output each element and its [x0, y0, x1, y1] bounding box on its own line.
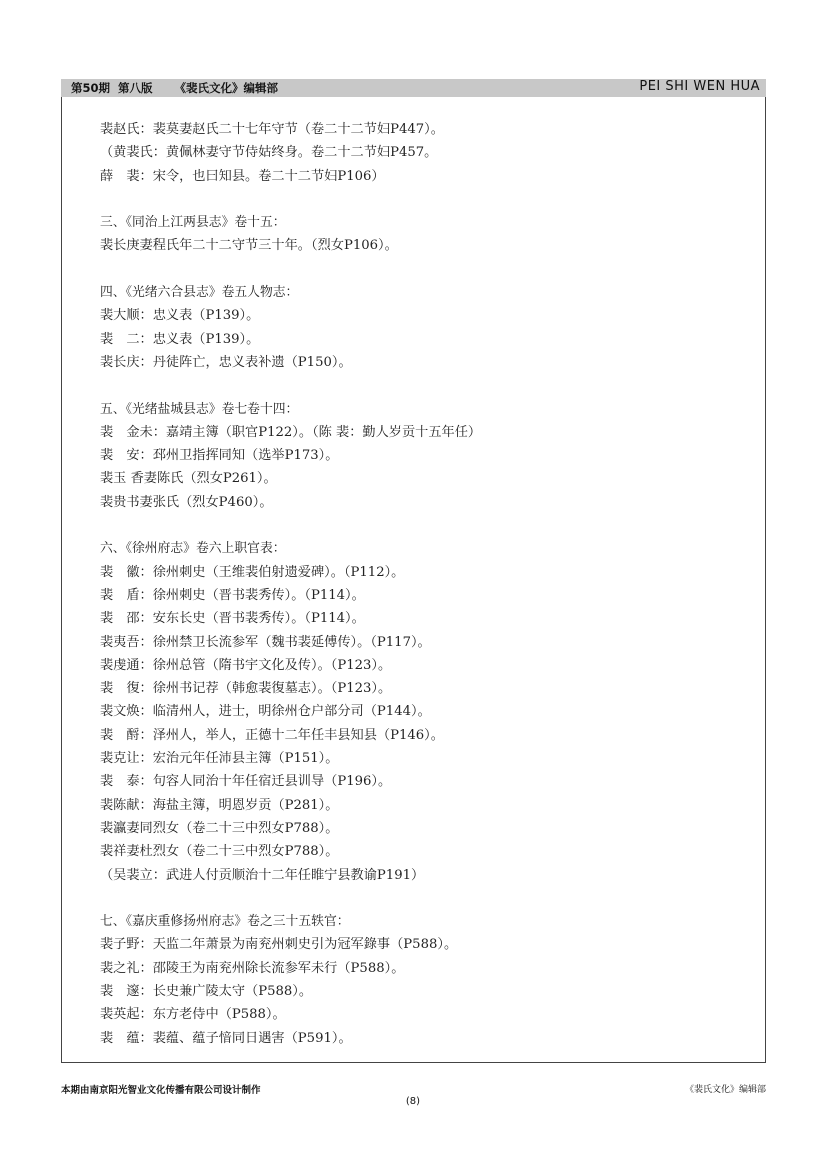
entry-line: 裴 泰：句容人同治十年任宿迁县训导（P196）。 [100, 774, 392, 790]
entry-line: 裴瀛妻同烈女（卷二十三中烈女P788）。 [100, 820, 339, 836]
section-heading: 五、《光绪盐城县志》卷七卷十四： [100, 401, 299, 417]
entry-line: 裴 邵：安东长史（晋书裴秀传）。（P114）。 [100, 611, 365, 627]
entry-line: 裴夷吾：徐州禁卫长流参军（魏书裴延傅传）。（P117）。 [100, 634, 431, 650]
entry-line: 裴子野：天监二年萧景为南兖州刺史引为冠军錄事（P588）。 [100, 937, 458, 953]
entry-line: 薛 裴：宋令，也曰知县。卷二十二节妇P106） [100, 168, 385, 184]
page-number: (8) [405, 1096, 421, 1107]
entry-line: 裴之礼：邵陵王为南兖州除长流参军未行（P588）。 [100, 960, 405, 976]
entry-line: 裴克让：宏治元年任沛县主簿（P151）。 [100, 751, 339, 767]
paragraph-gap [100, 374, 750, 397]
entry-line: 裴贵书妻张氏（烈女P460）。 [100, 494, 273, 510]
entry-line: 裴英起：东方老侍中（P588）。 [100, 1007, 286, 1023]
edition-label: 第八版 [118, 81, 153, 95]
section-heading: 四、《光绪六合县志》卷五人物志： [100, 285, 299, 301]
entry-line: 裴赵氏：裴莫妻赵氏二十七年守节（卷二十二节妇P447）。 [100, 122, 444, 137]
entry-line: 裴文焕：临清州人，进士，明徐州仓户部分司（P144）。 [100, 704, 431, 720]
issue-number: 第50期 [71, 81, 111, 95]
masthead: PEI SHI WEN HUA [639, 79, 760, 94]
footer-credit: 本期由南京阳光智业文化传播有限公司设计制作 [61, 1085, 261, 1096]
section-heading: 七、《嘉庆重修扬州府志》卷之三十五轶官： [100, 914, 350, 930]
paragraph-gap [100, 887, 750, 910]
paragraph-gap [100, 188, 750, 211]
entry-line: 裴 酹：泽州人，举人，正德十二年任丰县知县（P146）。 [100, 727, 444, 743]
paragraph-gap [100, 514, 750, 537]
entry-line: 裴长庆：丹徒阵亡，忠义表补遗（P150）。 [100, 354, 352, 370]
footer-publisher: 《裴氏文化》编辑部 [684, 1085, 766, 1095]
entry-line: 裴 邃：长史兼广陵太守（P588）。 [100, 983, 313, 999]
entry-line: 裴陈献：海盐主簿，明恩岁贡（P281）。 [100, 797, 339, 813]
entry-line: 裴 安：邳州卫指挥同知（选举P173）。 [100, 448, 339, 464]
entry-line: 裴虔通：徐州总管（隋书宇文化及传）。（P123）。 [100, 657, 392, 673]
paragraph-gap [100, 258, 750, 281]
article-body [100, 118, 750, 1050]
entry-line: 裴 徽：徐州刺史（王维裴伯射遗爱碑）。（P112）。 [100, 564, 405, 580]
section-heading: 六、《徐州府志》卷六上职官表： [100, 541, 286, 557]
entry-line: 裴 金未：嘉靖主簿（职官P122）。（陈 裴：勤人岁贡十五年任） [100, 424, 482, 440]
entry-line: 裴玉 香妻陈氏（烈女P261）。 [100, 471, 277, 487]
entry-line: （吴裴立：武进人付贡顺治十二年任睢宁县教谕P191） [100, 867, 425, 883]
header-bar [61, 79, 766, 97]
entry-line: （黄裴氏：黄佩林妻守节侍姑终身。卷二十二节妇P457。 [100, 145, 438, 161]
header-left [71, 80, 286, 96]
entry-line: 裴 二：忠义表（P139）。 [100, 331, 260, 347]
header-publisher: 《裴氏文化》编辑部 [174, 81, 279, 95]
section-heading: 三、《同治上江两县志》卷十五： [100, 215, 286, 231]
entry-line: 裴 復：徐州书记荐（韩愈裴復墓志）。（P123）。 [100, 681, 392, 697]
entry-line: 裴长庚妻程氏年二十二守节三十年。（烈女P106）。 [100, 238, 398, 254]
entry-line: 裴 盾：徐州刺史（晋书裴秀传）。（P114）。 [100, 587, 365, 603]
entry-line: 裴祥妻杜烈女（卷二十三中烈女P788）。 [100, 844, 339, 860]
entry-line: 裴大顺：忠义表（P139）。 [100, 308, 260, 324]
entry-line: 裴 蕴：裴蕴、蕴子愔同日遇害（P591）。 [100, 1030, 352, 1046]
